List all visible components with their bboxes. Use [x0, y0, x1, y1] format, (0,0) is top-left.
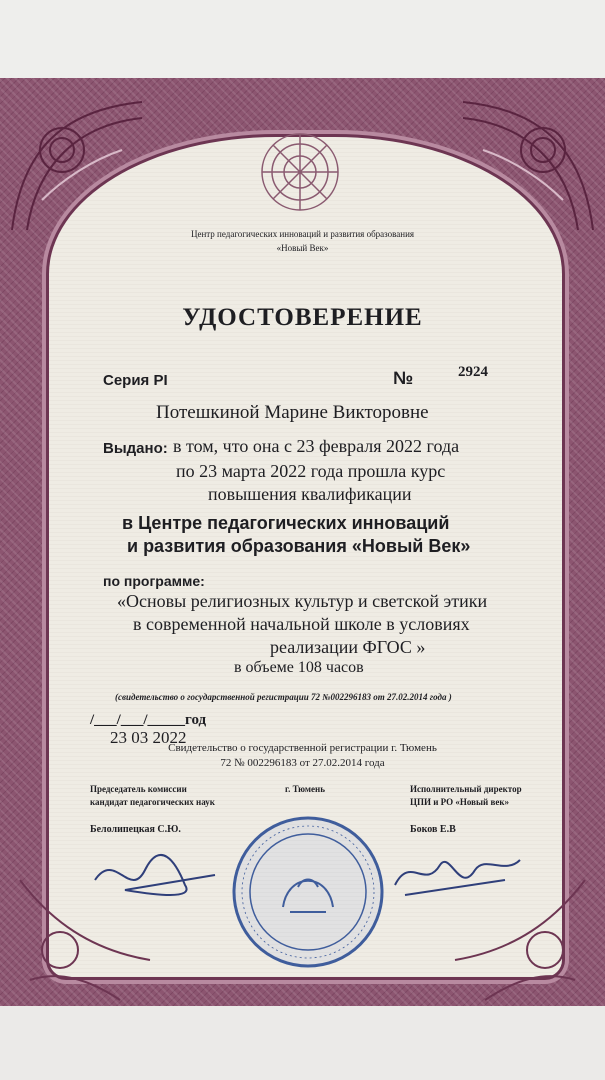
rosette-emblem-icon — [258, 130, 342, 214]
date-template: /___/___/_____год — [90, 712, 207, 728]
recipient-name: Потешкиной Марине Викторовне — [156, 402, 429, 423]
background-wall — [0, 0, 605, 80]
document-title: УДОСТОВЕРЕНИЕ — [182, 304, 423, 331]
registration-note: (свидетельство о государственной регистрации 72 №002296183 от 27.02.2014 года ) — [115, 692, 452, 702]
program-line4: в объеме 108 часов — [234, 659, 364, 676]
right-signatory-title2: ЦПИ и РО «Новый век» — [410, 797, 510, 807]
series-label: Серия PI — [103, 372, 168, 389]
right-signature-icon — [385, 835, 525, 910]
program-line3: реализации ФГОС » — [270, 637, 426, 657]
ornament-top-right-icon — [453, 90, 603, 240]
date-filled: 23 03 2022 — [110, 728, 187, 747]
left-signatory-title2: кандидат педагогических наук — [90, 797, 215, 807]
registration-city-line2: 72 № 002296183 от 27.02.2014 года — [220, 757, 385, 769]
center-name-line2: и развития образования «Новый Век» — [127, 536, 471, 556]
city-label: г. Тюмень — [285, 784, 325, 794]
background-table — [0, 1000, 605, 1080]
right-signatory-name: Боков Е.В — [410, 824, 456, 835]
right-signatory-title1: Исполнительный директор — [410, 784, 522, 794]
program-label: по программе: — [103, 573, 205, 589]
number-value: 2924 — [458, 364, 488, 380]
registration-city-line1: Свидетельство о государственной регистрации г. Тюмень — [168, 742, 437, 754]
left-signatory-title1: Председатель комиссии — [90, 784, 187, 794]
program-line1: «Основы религиозных культур и светской этики — [117, 591, 488, 611]
issued-label: Выдано: — [103, 440, 168, 457]
issued-text-line3: повышения квалификации — [208, 484, 412, 504]
organization-line2: «Новый Век» — [276, 243, 329, 253]
number-label: № — [393, 368, 414, 388]
issued-text-line1: в том, что она с 23 февраля 2022 года — [173, 436, 460, 456]
left-signature-icon — [85, 840, 225, 910]
official-seal-icon — [228, 812, 388, 972]
ornament-top-left-icon — [2, 90, 152, 240]
organization-line1: Центр педагогических инноваций и развития образования — [190, 229, 415, 239]
program-line2: в современной начальной школе в условиях — [133, 614, 470, 634]
left-signatory-name: Белолипецкая С.Ю. — [90, 824, 181, 835]
center-name-line1: в Центре педагогических инноваций — [122, 513, 450, 533]
issued-text-line2: по 23 марта 2022 года прошла курс — [176, 461, 446, 481]
